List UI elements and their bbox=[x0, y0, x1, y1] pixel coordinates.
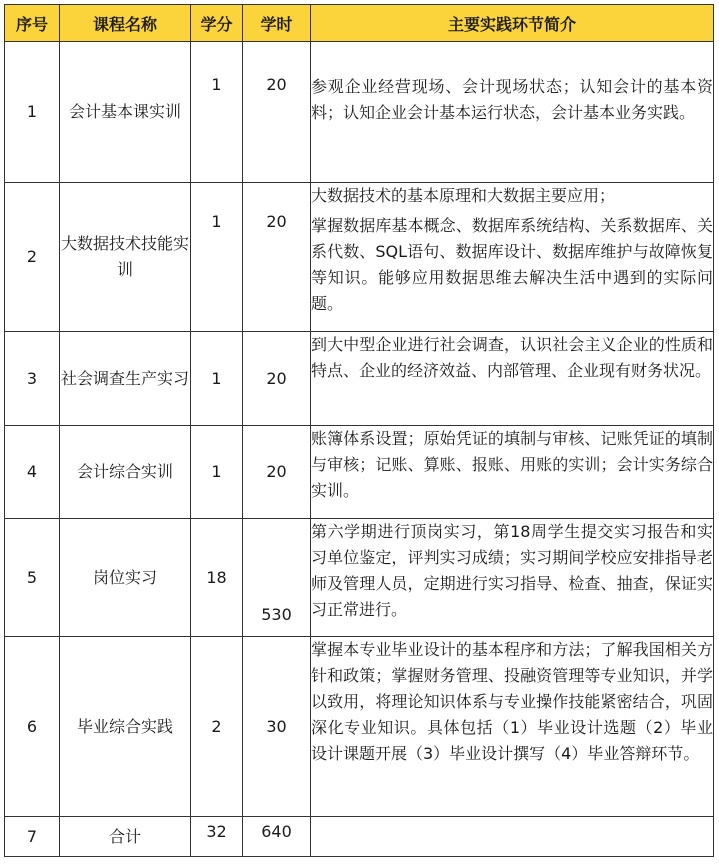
row-credit: 18 bbox=[191, 519, 243, 637]
row-description bbox=[311, 183, 714, 332]
table-row bbox=[5, 42, 714, 183]
header-description: 主要实践环节简介 bbox=[311, 5, 714, 42]
row-no: 4 bbox=[5, 426, 60, 519]
header-row bbox=[5, 5, 714, 42]
course-practice-table bbox=[4, 4, 714, 857]
row-no: 1 bbox=[5, 42, 60, 183]
row-description bbox=[311, 817, 714, 857]
row-hours: 30 bbox=[243, 637, 311, 817]
description-paragraph: 掌握本专业毕业设计的基本程序和方法；了解我国相关方针和政策；掌握财务管理、投融资管理等专业知识，并学以致用，将理论知识体系与专业操作技能紧密结合，巩固深化专业知识。具体包括（1）毕业设计选题（2）毕业设计课题开展（3）毕业设计撰写（4）毕业答辩环节。 bbox=[311, 640, 713, 763]
row-no: 5 bbox=[5, 519, 60, 637]
row-credit: 1 bbox=[191, 426, 243, 519]
table-row bbox=[5, 637, 714, 817]
row-no: 2 bbox=[5, 183, 60, 332]
description-paragraph: 参观企业经营现场、会计现场状态；认知会计的基本资料；认知企业会计基本运行状态，会计基本业务实践。 bbox=[311, 77, 713, 122]
table-row bbox=[5, 817, 714, 857]
row-course-name: 毕业综合实践 bbox=[60, 637, 191, 817]
row-course-name: 会计基本课实训 bbox=[60, 42, 191, 183]
table-row bbox=[5, 426, 714, 519]
row-credit: 1 bbox=[191, 183, 243, 332]
row-course-name: 岗位实习 bbox=[60, 519, 191, 637]
row-description bbox=[311, 42, 714, 183]
row-description bbox=[311, 519, 714, 637]
description-paragraph: 大数据技术的基本原理和大数据主要应用； bbox=[311, 186, 616, 205]
row-no: 6 bbox=[5, 637, 60, 817]
row-credit: 1 bbox=[191, 332, 243, 426]
row-course-name: 会计综合实训 bbox=[60, 426, 191, 519]
table-row bbox=[5, 332, 714, 426]
row-credit: 1 bbox=[191, 42, 243, 183]
row-no: 3 bbox=[5, 332, 60, 426]
row-course-name: 社会调查生产实习 bbox=[60, 332, 191, 426]
header-hours: 学时 bbox=[243, 5, 311, 42]
row-hours: 20 bbox=[243, 426, 311, 519]
row-hours: 640 bbox=[243, 817, 311, 857]
row-hours: 20 bbox=[243, 183, 311, 332]
row-description bbox=[311, 637, 714, 817]
header-course-name: 课程名称 bbox=[60, 5, 191, 42]
header-no: 序号 bbox=[5, 5, 60, 42]
description-paragraph: 到大中型企业进行社会调查，认识社会主义企业的性质和特点、企业的经济效益、内部管理、企业现有财务状况。 bbox=[311, 335, 713, 380]
row-description bbox=[311, 426, 714, 519]
row-course-name: 合计 bbox=[60, 817, 191, 857]
header-credit: 学分 bbox=[191, 5, 243, 42]
row-no: 7 bbox=[5, 817, 60, 857]
description-paragraph: 账簿体系设置；原始凭证的填制与审核、记账凭证的填制与审核；记账、算账、报账、用账的实训；会计实务综合实训。 bbox=[311, 429, 713, 500]
row-hours: 530 bbox=[243, 519, 311, 637]
row-description bbox=[311, 332, 714, 426]
table-row bbox=[5, 183, 714, 332]
row-credit: 2 bbox=[191, 637, 243, 817]
row-hours: 20 bbox=[243, 42, 311, 183]
row-course-name: 大数据技术技能实训 bbox=[60, 183, 191, 332]
description-paragraph: 第六学期进行顶岗实习，第18周学生提交实习报告和实习单位鉴定，评判实习成绩；实习期间学校应安排指导老师及管理人员，定期进行实习指导、检查、抽查，保证实习正常进行。 bbox=[311, 522, 713, 619]
table-row bbox=[5, 519, 714, 637]
row-credit: 32 bbox=[191, 817, 243, 857]
row-hours: 20 bbox=[243, 332, 311, 426]
description-paragraph: 掌握数据库基本概念、数据库系统结构、关系数据库、关系代数、SQL语句、数据库设计、数据库维护与故障恢复等知识。能够应用数据思维去解决生活中遇到的实际问题。 bbox=[311, 216, 713, 313]
